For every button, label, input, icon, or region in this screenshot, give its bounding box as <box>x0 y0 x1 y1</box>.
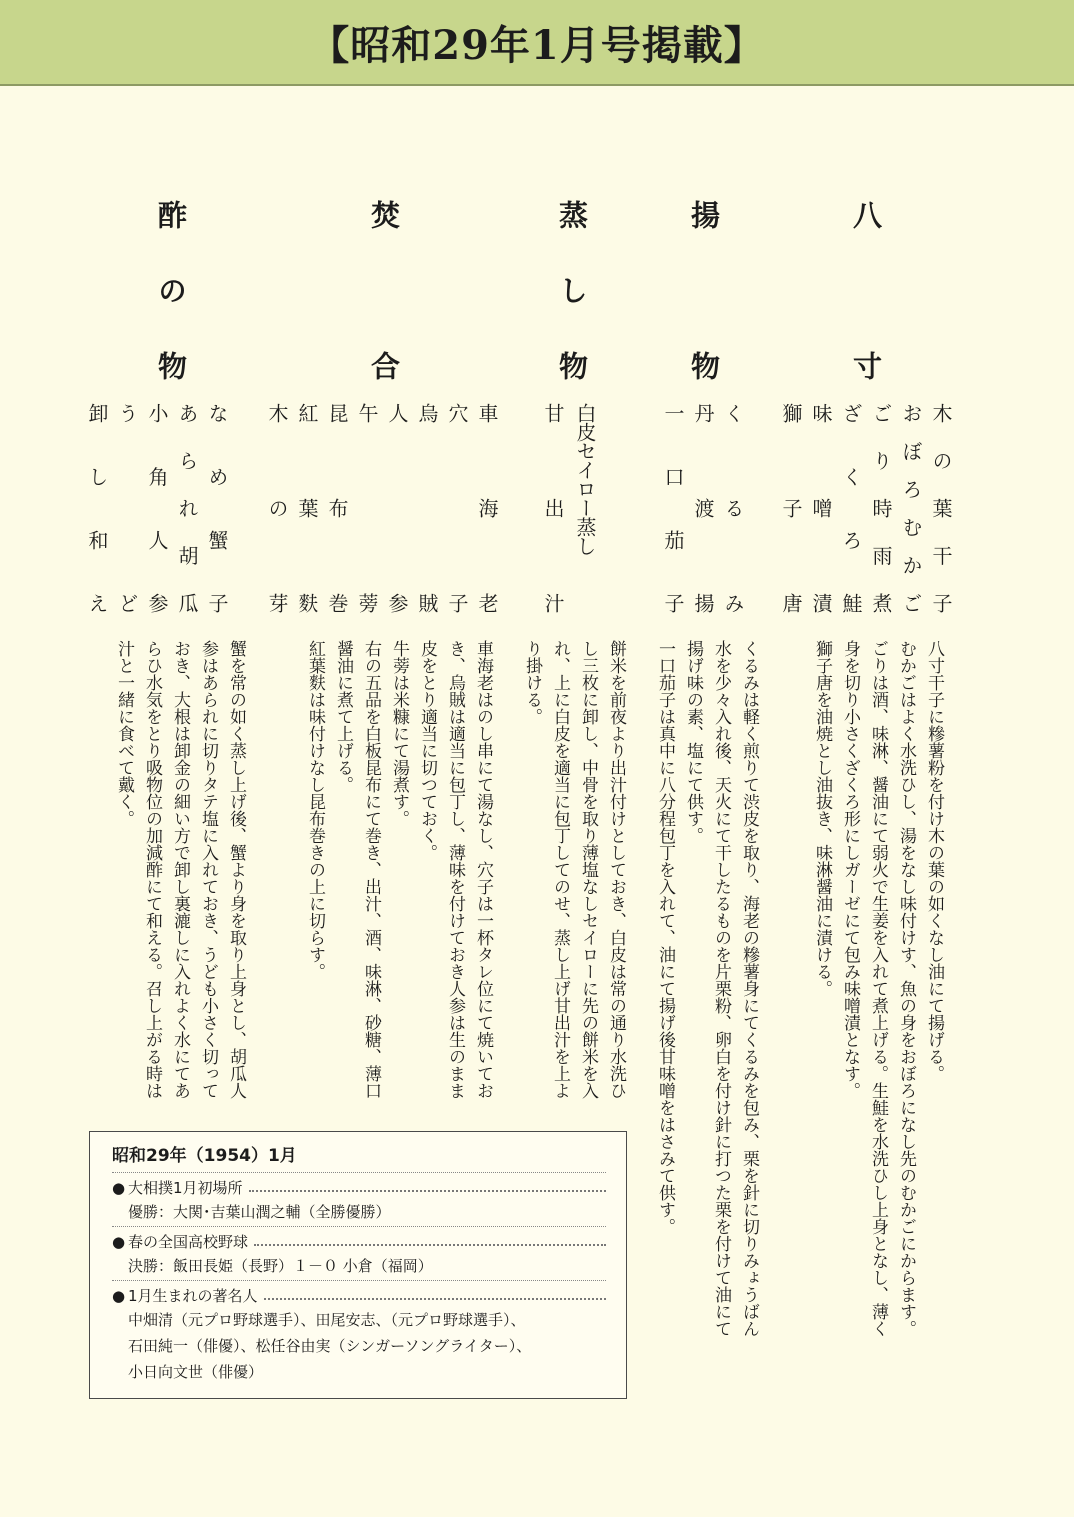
info-item-label: 1月生まれの著名人 <box>128 1287 258 1305</box>
ingredient: 木の芽 <box>265 403 289 613</box>
divider <box>112 1172 606 1173</box>
ingredient: 穴子 <box>445 403 469 613</box>
recipe-paragraph: 餅米を前夜より出汁付けとしておき、白皮は常の通り水洗ひし三枚に卸し、中骨を取り薄塩なしセイローに先の餅米を入れ、上に白皮を適当に包丁してのせ、蒸し上げ甘出汁を上より掛ける。 <box>522 640 626 1099</box>
ingredient: 甘出汁 <box>541 403 565 613</box>
ingredient: ごり時雨煮 <box>869 403 893 613</box>
recipe-paragraph: 蟹を常の如く蒸し上げ後、蟹より身を取り上身とし、胡瓜人参はあられに切りタテ塩に入れておき、うども小さく切っておき、大根は卸金の細い方で卸し裏漉しに入れよく水にてあらひ水気をとり吸物位の加減酢にて和える。召し上がる時は汁と一緒に食べて戴く。 <box>114 640 246 1099</box>
recipe-text-agemono <box>645 640 763 1340</box>
ingredient: 人参 <box>385 403 409 613</box>
dish-title-takiawase: 焚合 <box>367 200 401 380</box>
recipe-text-takiawase <box>265 640 497 1110</box>
bullet-icon: ● <box>112 1287 126 1305</box>
ingredient: うど <box>115 403 139 613</box>
recipe-text-sunomono <box>100 640 250 1110</box>
ingredient: 午蒡 <box>355 403 379 613</box>
ingredient: 獅子唐 <box>779 403 803 613</box>
divider <box>112 1226 606 1227</box>
recipe-paragraph: 右の五品を白板昆布にて巻き、出汁、酒、味淋、砂糖、薄口醤油に煮て上げる。 <box>333 640 381 1099</box>
ingredient: 味噌漬 <box>809 403 833 613</box>
ingredient: 丹渡揚 <box>691 403 715 613</box>
recipe-paragraph: 一口茄子は真中に八分程包丁を入れて、油にて揚げ後甘味噌をはさみて供す。 <box>655 640 675 1235</box>
ingredient: あられ胡瓜 <box>175 403 199 613</box>
ingredient: ざくろ鮭 <box>839 403 863 613</box>
ingredient: 烏賊 <box>415 403 439 613</box>
info-item-label: 春の全国高校野球 <box>128 1233 249 1251</box>
ingredient: 白皮セイロー蒸し <box>573 403 597 555</box>
recipe-paragraph: 車海老はのし串にて湯なし、穴子は一杯タレ位にて焼いておき、烏賊は適当に包丁し、薄味を付けておき人参は生のまま皮をとり適当に切つておく。 <box>417 640 493 1099</box>
recipe-paragraph: 八寸干子に糝薯粉を付け木の葉の如くなし油にて揚げる。 <box>924 640 944 1082</box>
dotted-leader <box>254 1244 606 1246</box>
page-title: 【昭和29年1月号掲載】 <box>309 21 765 69</box>
info-heading: 昭和29年（1954）1月 <box>112 1146 297 1166</box>
dish-title-hassun: 八寸 <box>849 200 883 380</box>
recipe-text-hassun <box>780 640 948 1340</box>
ingredient: 紅葉麩 <box>295 403 319 613</box>
ingredient: 小角人参 <box>145 403 169 613</box>
recipe-paragraph: むかごはよく水洗ひし、湯をなし味付けす、魚の身をおぼろになし先のむかごにからます。 <box>896 640 916 1337</box>
ingredient: 木の葉干子 <box>929 403 953 613</box>
dish-title-sunomono: 酢の物 <box>154 200 188 380</box>
ingredient: なめ蟹子 <box>205 403 229 613</box>
ingredient: 卸し和え <box>85 403 109 613</box>
info-item-detail-line: 小日向文世（俳優） <box>128 1363 264 1381</box>
info-item <box>112 1176 606 1200</box>
recipe-paragraph: 紅葉麩は味付けなし昆布巻きの上に切らす。 <box>305 640 325 980</box>
bullet-icon: ● <box>112 1233 126 1251</box>
info-item-label: 大相撲1月初場所 <box>128 1179 243 1197</box>
info-item-detail: 優勝：大関･吉葉山潤之輔（全勝優勝） <box>128 1203 391 1221</box>
recipe-text-mushimono <box>510 640 630 1110</box>
history-info-box <box>89 1131 627 1399</box>
info-item <box>112 1284 606 1308</box>
ingredient: おぼろむかご <box>899 403 923 613</box>
recipe-paragraph: ごりは酒、味淋、醤油にて弱火で生姜を入れて煮上げる。生鮭を水洗ひし上身となし、薄く身を切り小さくざくろ形にしガーゼにて包み味噌漬となす。 <box>840 640 888 1337</box>
dotted-leader <box>264 1298 606 1300</box>
info-item <box>112 1230 606 1254</box>
dish-title-agemono: 揚物 <box>687 200 721 380</box>
ingredient: くるみ <box>721 403 745 613</box>
divider <box>112 1280 606 1281</box>
ingredient: 昆布巻 <box>325 403 349 613</box>
info-item-detail-line: 中畑清（元プロ野球選手）、田尾安志、（元プロ野球選手）、 <box>128 1311 526 1329</box>
ingredient: 車海老 <box>475 403 499 613</box>
recipe-paragraph: 獅子唐を油焼とし油抜き、味淋醤油に漬ける。 <box>812 640 832 997</box>
header-banner <box>0 0 1074 86</box>
ingredient: 一口茄子 <box>661 403 685 613</box>
bullet-icon: ● <box>112 1179 126 1197</box>
info-item-detail: 決勝：飯田長姫（長野）１－０ 小倉（福岡） <box>128 1257 433 1275</box>
recipe-paragraph: 牛蒡は米糠にて湯煮す。 <box>389 640 409 827</box>
recipe-paragraph: くるみは軽く煎りて渋皮を取り、海老の糝薯身にてくるみを包み、栗を針に切りみょうばん水を少々入れ後、天火にて干したるものを片栗粉、卵白を付け針に打つた栗を付けて油にて揚げ味の素、塩にて供す。 <box>683 640 759 1337</box>
dish-title-mushimono: 蒸し物 <box>555 200 589 380</box>
info-item-detail-line: 石田純一（俳優）、松任谷由実（シンガーソングライター）、 <box>128 1337 532 1355</box>
dotted-leader <box>249 1190 606 1192</box>
